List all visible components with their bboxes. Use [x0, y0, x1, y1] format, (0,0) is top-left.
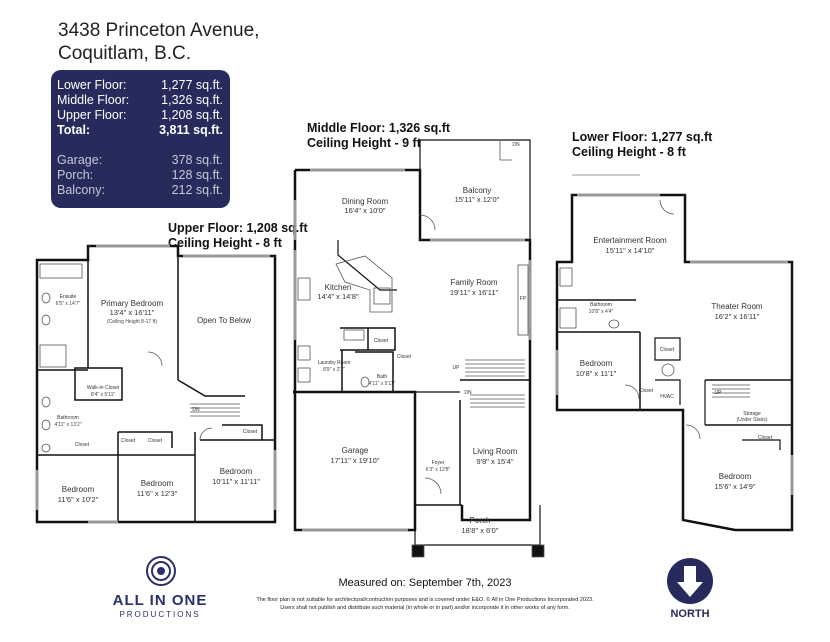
fireplace-label: FP: [519, 296, 527, 302]
middle-labels: [317, 142, 526, 535]
closet-wall: [742, 440, 780, 450]
shower-icon: [560, 308, 576, 328]
closet-label: Closet: [147, 438, 163, 444]
porch-wall: [415, 505, 540, 545]
up-label: UP: [714, 390, 722, 396]
address-line-1: 3438 Princeton Avenue,: [58, 20, 260, 41]
dn-label: DN: [192, 407, 200, 413]
living-room-label: Living Room: [472, 447, 518, 456]
lower-floor-title: Lower Floor: 1,277 sq.ft: [572, 130, 713, 144]
kitchen-dim: 14'4" x 14'8": [317, 292, 359, 301]
sink-icon: [42, 420, 50, 430]
walkin-closet-dim: 8'4" x 5'11": [90, 392, 116, 398]
middle-floor-plan: [293, 140, 540, 545]
toilet-icon: [42, 444, 50, 452]
sink-icon: [42, 293, 50, 303]
stairs-icon: [470, 395, 525, 407]
north-indicator: [664, 558, 716, 628]
closet-label: Closet: [242, 429, 258, 435]
dryer-icon: [298, 368, 310, 382]
summary-value: 128 sq.ft.: [171, 168, 223, 182]
disclaimer-line-2: Users shall not publish and distribute such material (in whole or in part) and/or incorporate it in other works of any form.: [280, 604, 570, 611]
bath-label: Bath: [376, 374, 388, 380]
porch-post: [532, 545, 544, 557]
arrow-down-icon: [667, 558, 713, 604]
bedroom-1-dim: 11'6" x 10'2": [57, 495, 99, 504]
theater-room-dim: 16'2" x 16'11": [714, 312, 760, 321]
lower-floor-ceiling: Ceiling Height - 8 ft: [572, 145, 686, 159]
summary-label: Middle Floor:: [57, 93, 130, 107]
garage-label: Garage: [341, 446, 369, 455]
summary-label: Garage:: [57, 153, 103, 167]
stove-icon: [298, 278, 310, 300]
lower-labels: [576, 236, 773, 491]
porch-label: Porch: [469, 516, 491, 525]
closet-label: Closet: [120, 438, 136, 444]
upper-labels: [54, 294, 260, 504]
closet-label: Closet: [373, 338, 389, 344]
balcony-stairs-icon: [500, 140, 512, 160]
middle-outer-wall: [295, 170, 530, 520]
family-room-dim: 19'11" x 16'11": [449, 288, 499, 297]
hvac-label: HVAC: [660, 394, 674, 400]
disclaimer: [220, 597, 630, 612]
sink-icon: [42, 397, 50, 407]
storage-label: Storage: [743, 411, 761, 417]
summary-value: 212 sq.ft.: [171, 183, 223, 197]
upper-floor-ceiling: Ceiling Height - 8 ft: [168, 236, 282, 250]
north-badge: [667, 558, 713, 604]
sink-icon: [42, 315, 50, 325]
summary-value: 1,277 sq.ft.: [161, 78, 223, 92]
storage-note: (Under Stairs): [736, 417, 768, 423]
summary-value: 1,326 sq.ft.: [161, 93, 223, 107]
door-swing-icon: [420, 215, 435, 230]
entertainment-room-dim: 15'11" x 14'10": [605, 246, 655, 255]
address-line-2: Coquitlam, B.C.: [58, 43, 192, 64]
bath-dim: 4'11" x 5'11": [368, 381, 396, 387]
entertainment-room-label: Entertainment Room: [593, 236, 667, 245]
laundry-dim: 8'9" x 2'3": [323, 367, 345, 373]
middle-floor-ceiling: Ceiling Height - 9 ft: [307, 136, 421, 150]
door-swing-icon: [200, 428, 212, 440]
washer-icon: [298, 346, 310, 360]
summary-label: Balcony:: [57, 183, 105, 197]
logo-subtitle: PRODUCTIONS: [119, 610, 201, 619]
bedroom-3-label: Bedroom: [219, 467, 253, 476]
door-swing-icon: [660, 200, 674, 214]
bedroom-2-dim: 11'6" x 12'3": [136, 489, 178, 498]
walkin-closet-label: Walk-In Closet: [86, 385, 120, 391]
porch-dim: 18'8" x 6'0": [461, 526, 499, 535]
middle-floor-title: Middle Floor: 1,326 sq.ft: [307, 121, 451, 135]
door-swing-icon: [625, 385, 639, 399]
living-room-dim: 9'8" x 15'4": [476, 457, 514, 466]
primary-bedroom-note: (Ceiling Height 8-17 ft): [106, 319, 158, 325]
bathroom-dim: 4'11" x 13'2": [54, 422, 82, 428]
foyer-label: Foyer: [431, 460, 445, 466]
summary-value: 1,208 sq.ft.: [161, 108, 223, 122]
north-label: NORTH: [670, 608, 710, 620]
bedroom-2-dim: 15'6" x 14'9": [714, 482, 756, 491]
up-label: UP: [452, 365, 460, 371]
summary-value: 3,811 sq.ft.: [159, 123, 223, 137]
dn-label: DN: [464, 390, 472, 396]
summary-label: Total:: [57, 123, 91, 137]
hvac-wall: [655, 380, 680, 405]
bedroom-2-label: Bedroom: [718, 472, 752, 481]
closet-label: Closet: [396, 354, 412, 360]
measured-date: Measured on: September 7th, 2023: [338, 577, 512, 589]
bedroom-3-dim: 10'11" x 11'11": [212, 477, 260, 486]
foyer-dim: 6'3" x 12'8": [425, 467, 451, 473]
bathroom-dim: 10'8" x 4'4": [588, 309, 614, 315]
sink-icon: [560, 268, 572, 286]
balcony-dim: 15'11" x 12'0": [454, 195, 500, 204]
logo-swirl-icon: [145, 555, 177, 587]
bedroom-1-label: Bedroom: [61, 485, 95, 494]
stairs-icon: [465, 360, 525, 376]
bedroom-2-label: Bedroom: [140, 479, 174, 488]
railing: [178, 380, 245, 396]
lower-windows: [557, 175, 792, 495]
laundry-label: Laundry Room: [317, 360, 351, 366]
fridge-icon: [344, 330, 364, 340]
bathtub-icon: [40, 264, 82, 278]
shower-icon: [40, 345, 66, 367]
closet-label: Closet: [638, 388, 654, 394]
theater-room-label: Theater Room: [711, 302, 763, 311]
closet-label: Closet: [659, 347, 675, 353]
water-heater-icon: [662, 364, 674, 376]
bathroom-label: Bathroom: [590, 302, 612, 308]
bedroom-1-dim: 10'8" x 11'1": [575, 369, 617, 378]
dining-room-label: Dining Room: [341, 197, 389, 206]
ensuite-dim: 6'5" x 14'7": [55, 301, 81, 307]
middle-windows: [295, 170, 530, 530]
porch-post: [412, 545, 424, 557]
open-to-below-label: Open To Below: [196, 316, 252, 325]
summary-value: 378 sq.ft.: [171, 153, 223, 167]
door-swing-icon: [425, 478, 441, 494]
bedroom-1-label: Bedroom: [579, 359, 613, 368]
door-swing-icon: [686, 425, 700, 439]
summary-label: Porch:: [57, 168, 94, 182]
family-room-label: Family Room: [450, 278, 498, 287]
upper-floor-title: Upper Floor: 1,208 sq.ft: [168, 221, 308, 235]
dining-room-dim: 16'4" x 10'0": [344, 206, 386, 215]
disclaimer-line-1: The floor plan is not suitable for architectural/contruction purposes and is covered under E&O. © All in One Productions Incorporated 2023.: [256, 597, 594, 603]
door-swing-icon: [148, 352, 162, 366]
kitchen-label: Kitchen: [324, 283, 352, 292]
bathroom-label: Bathroom: [57, 415, 79, 421]
primary-bedroom-label: Primary Bedroom: [100, 299, 164, 308]
closet-label: Closet: [757, 435, 773, 441]
ensuite-label: Ensuite: [59, 294, 77, 300]
balcony-label: Balcony: [462, 186, 492, 195]
closet-label: Closet: [74, 442, 90, 448]
summary-label: Lower Floor:: [57, 78, 127, 92]
logo-name: ALL IN ONE: [112, 592, 208, 609]
summary-label: Upper Floor:: [57, 108, 127, 122]
primary-bedroom-dim: 13'4" x 16'11": [109, 308, 155, 317]
garage-dim: 17'11" x 19'10": [330, 456, 380, 465]
toilet-icon: [609, 320, 619, 328]
dn-label: DN: [512, 142, 520, 148]
